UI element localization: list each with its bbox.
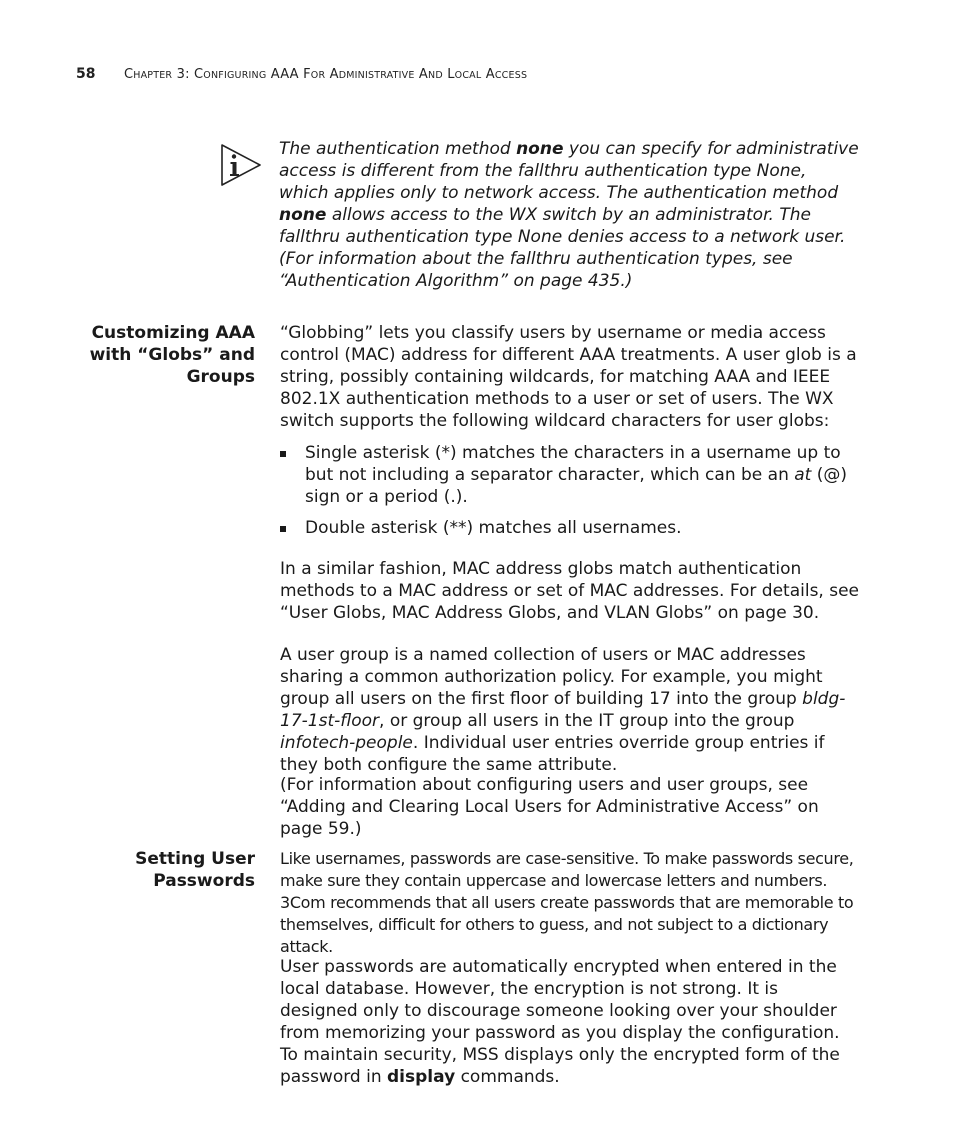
note-text: The authentication method none you can specify for administrative access is different from the fallthru authentication type None, which applies only to network access. The authentication method none allows access to the WX switch by an administrator. The fallthru authentication type None denies access to a network user. (For information about the fallthru authentication types, see “Authentication Algorithm” on page 435.) (279, 139, 859, 291)
globbing-intro: “Globbing” lets you classify users by username or media access control (MAC) address for different AAA treatments. A user glob is a string, possibly containing wildcards, for matching AAA and IEEE 802.1X authentication methods to a user or set of users. The WX switch supports the following wildcard characters for user globs: (280, 323, 857, 431)
chapter-title: CHAPTER 3: CONFIGURING AAA FOR ADMINISTRATIVE AND LOCAL ACCESS (123, 67, 528, 82)
list-item: Single asterisk (*) matches the characters in a username up to but not including a separator character, which can be an at (@) sign or a period (.). (280, 442, 860, 508)
reference-paragraph: (For information about configuring users and user groups, see “Adding and Clearing Local Users for Administrative Access” on page 59.) (280, 775, 819, 839)
page-number: 58 (76, 66, 96, 82)
heading-setting-user-passwords: Setting User Passwords (135, 849, 255, 891)
user-group-paragraph: A user group is a named collection of users or MAC addresses sharing a common authorization policy. For example, you might group all users on the first floor of building 17 into the group bldg-17-1st-floor, or group all users in the IT group into the group infotech-people. Individual user entries override group entries if they both configure the same attribute. (280, 645, 846, 775)
heading-customizing-aaa: Customizing AAA with “Globs” and Groups (89, 323, 255, 387)
info-note-icon (220, 143, 262, 187)
command-none: none (279, 205, 327, 225)
password-case-paragraph: Like usernames, passwords are case-sensitive. To make passwords secure, make sure they contain uppercase and lowercase letters and numbers. 3Com recommends that all users create passwords that are memorable to themselves, difficult for others to guess, and not subject to a dictionary attack. (280, 849, 854, 956)
password-encryption-paragraph: User passwords are automatically encrypted when entered in the local database. However, the encryption is not strong. It is designed only to discourage someone looking over your shoulder from memorizing your password as you display the configuration. To maintain security, MSS displays only the encrypted form of the password in display commands. (280, 957, 840, 1087)
command-none: none (516, 139, 564, 159)
running-header (76, 66, 527, 82)
command-display: display (387, 1067, 456, 1087)
list-item: Double asterisk (**) matches all usernames. (280, 517, 860, 539)
mac-glob-paragraph: In a similar fashion, MAC address globs match authentication methods to a MAC address or set of MAC addresses. For details, see “User Globs, MAC Address Globs, and VLAN Globs” on page 30. (280, 559, 860, 623)
wildcard-list (280, 442, 860, 539)
